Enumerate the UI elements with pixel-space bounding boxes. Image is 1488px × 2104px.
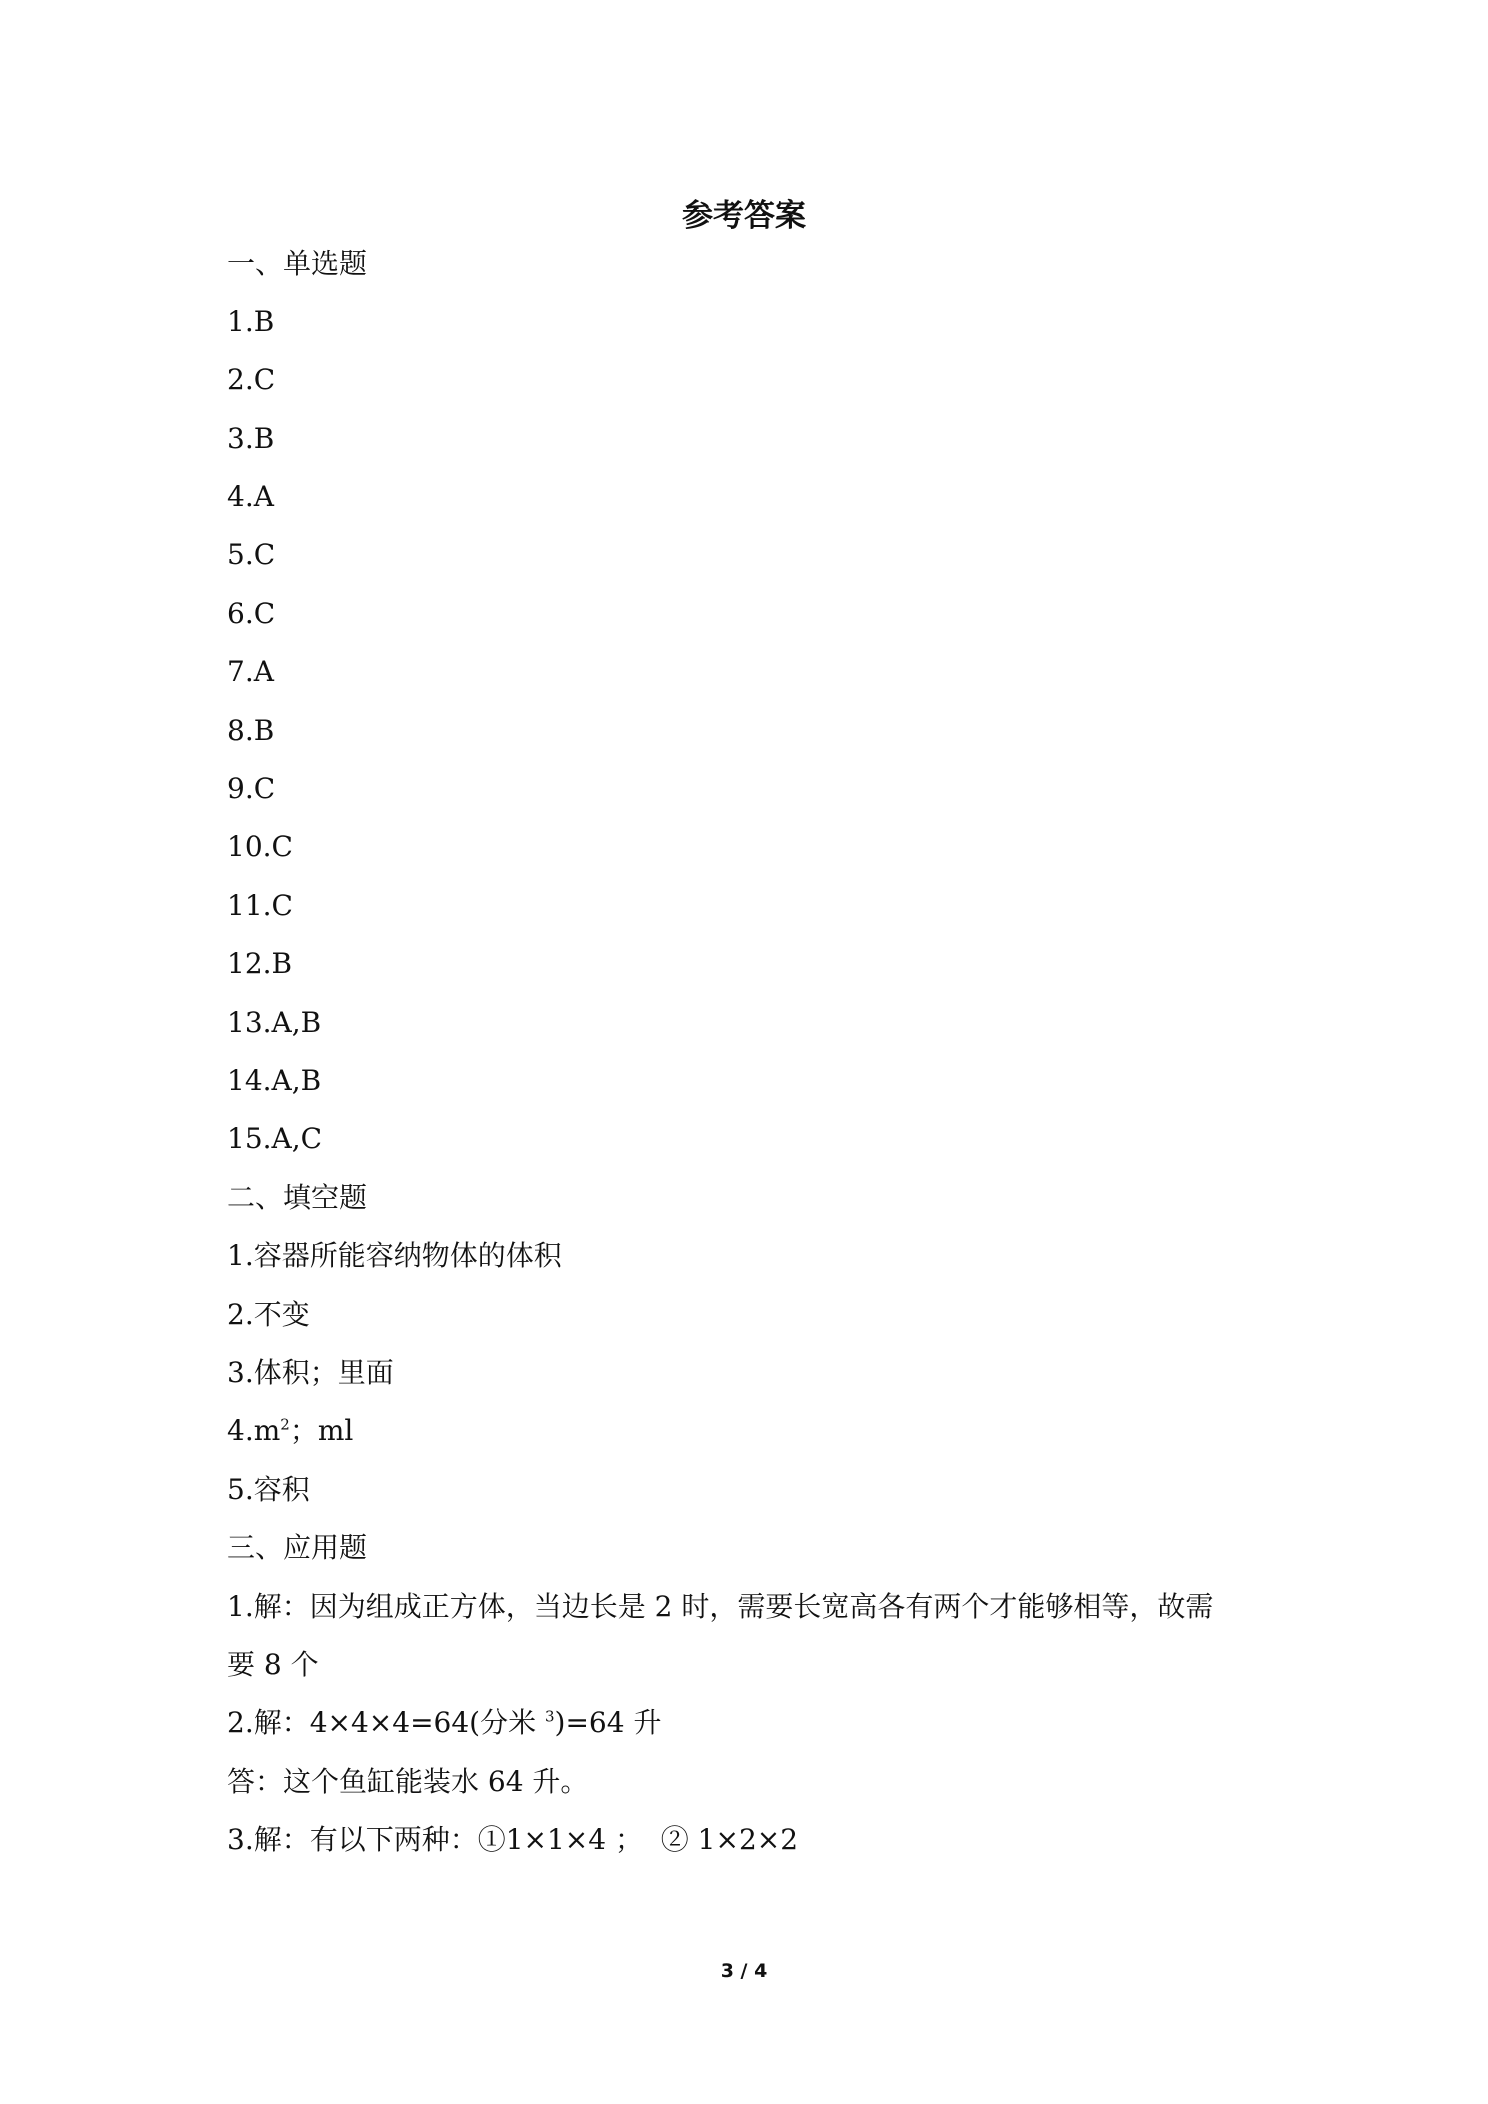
solution-line: 1.解：因为组成正方体，当边长是 2 时，需要长宽高各有两个才能够相等，故需: [227, 1590, 1214, 1623]
answer-line: 3.体积；里面: [227, 1356, 394, 1389]
answer-line: 14.A,B: [227, 1064, 322, 1097]
answer-line: 15.A,C: [227, 1122, 323, 1155]
solution-line: 要 8 个: [227, 1648, 319, 1681]
solution-text: )=64 升: [554, 1706, 662, 1739]
answer-line: 5.C: [227, 538, 276, 571]
answer-line: 12.B: [227, 947, 293, 980]
answer-text: ；ml: [289, 1414, 354, 1447]
answer-line: 1.B: [227, 305, 275, 338]
answer-statement: 答：这个鱼缸能装水 64 升。: [227, 1765, 589, 1798]
answer-line: 10.C: [227, 830, 293, 863]
answer-line: 6.C: [227, 597, 276, 630]
answer-line: 11.C: [227, 889, 293, 922]
section-heading-fill-blank: 二、填空题: [227, 1181, 368, 1214]
answer-line: 1.容器所能容纳物体的体积: [227, 1239, 562, 1272]
solution-line: [227, 1705, 661, 1741]
page-number: 3 / 4: [720, 1960, 768, 1982]
answer-line: [227, 1413, 353, 1449]
answer-line: 8.B: [227, 714, 275, 747]
page-title: 参考答案: [682, 198, 806, 234]
section-heading-application: 三、应用题: [227, 1531, 368, 1564]
answer-line: 7.A: [227, 655, 274, 688]
answer-line: 2.不变: [227, 1298, 310, 1331]
answer-text: 4.m: [227, 1414, 281, 1447]
section-heading-single-choice: 一、单选题: [227, 247, 368, 280]
answer-line: 9.C: [227, 772, 276, 805]
superscript: 2: [280, 1415, 290, 1434]
answer-line: 3.B: [227, 422, 275, 455]
superscript: 3: [545, 1707, 555, 1726]
solution-line: 3.解：有以下两种：①1×1×4 ； ② 1×2×2: [227, 1823, 799, 1856]
answer-line: 5.容积: [227, 1473, 310, 1506]
answer-line: 2.C: [227, 363, 276, 396]
answer-line: 13.A,B: [227, 1006, 322, 1039]
solution-text: 2.解：4×4×4=64(分米: [227, 1706, 545, 1739]
answer-line: 4.A: [227, 480, 274, 513]
